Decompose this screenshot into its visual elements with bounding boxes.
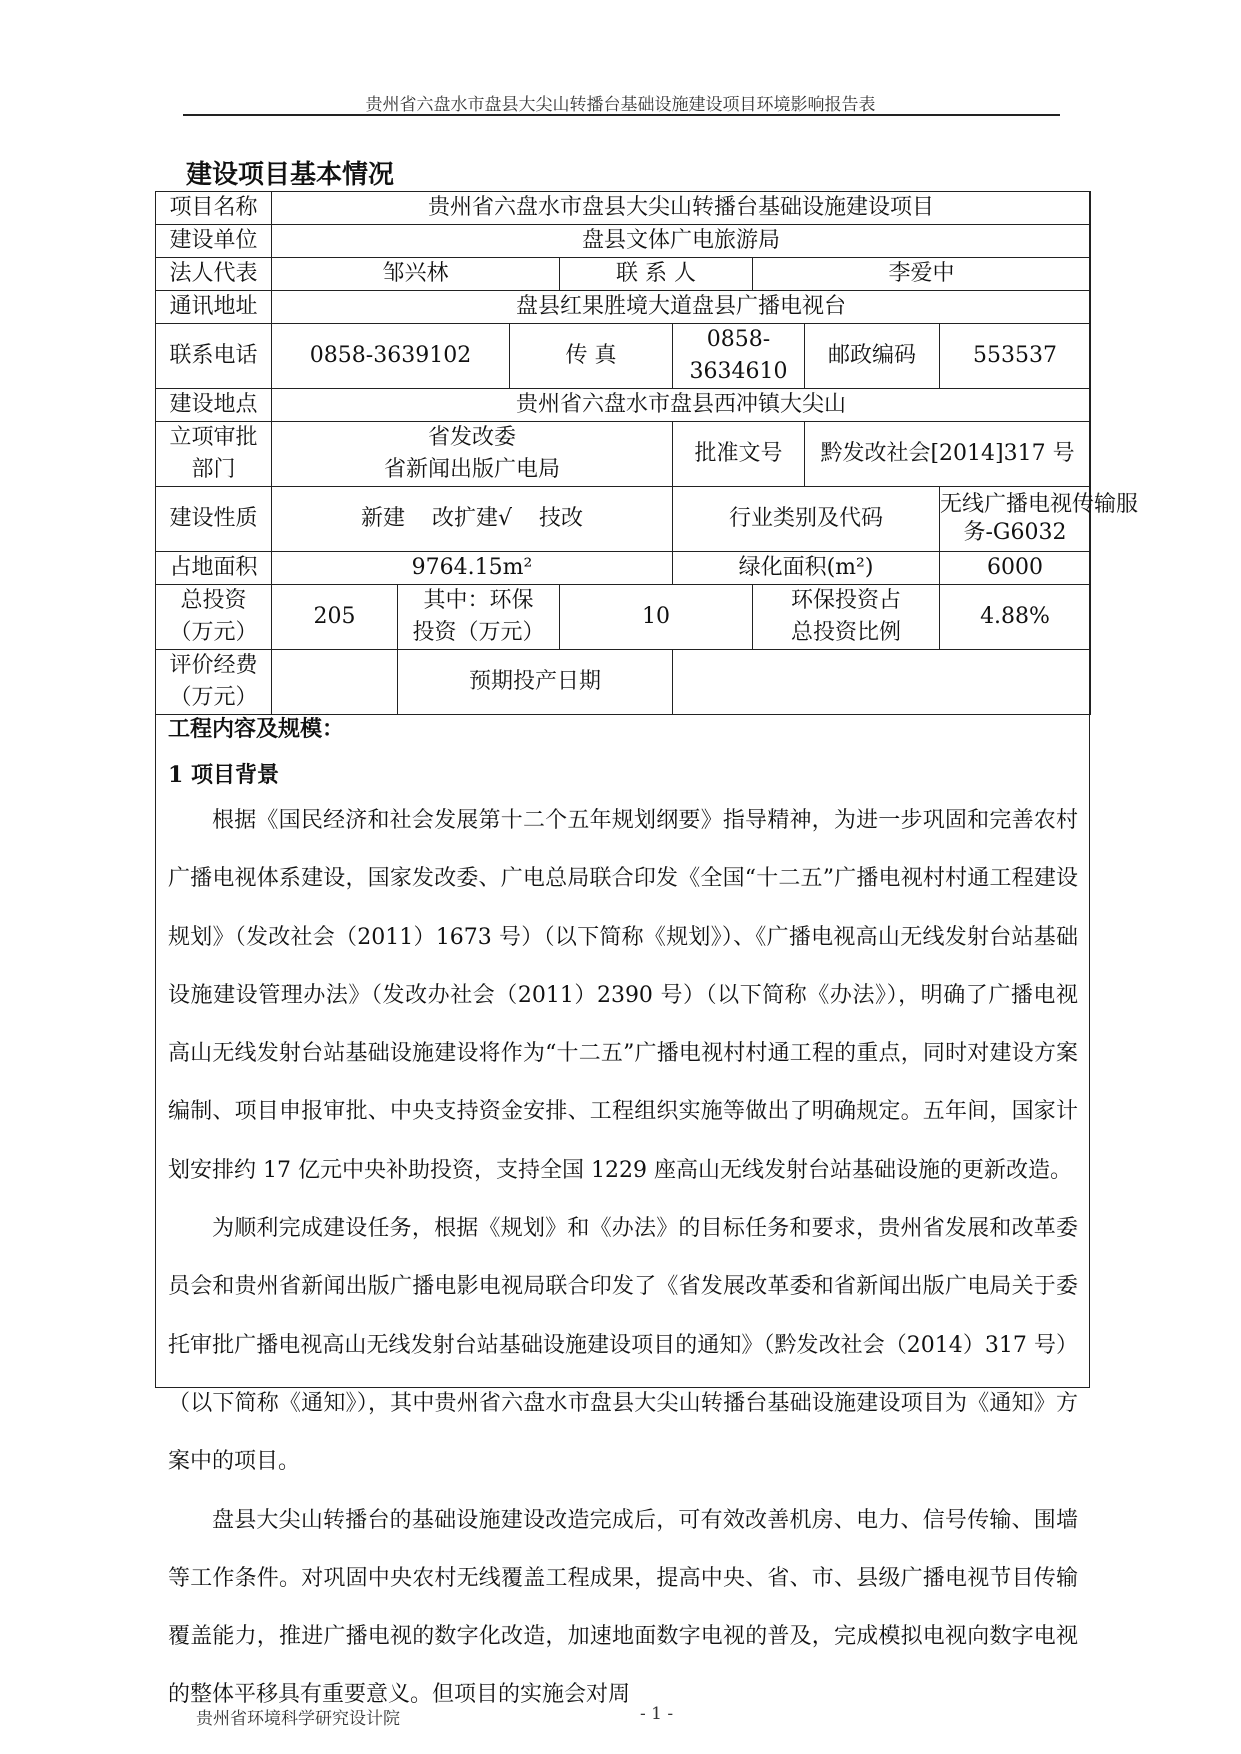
legal-rep-value: 邹兴林 [272, 258, 560, 291]
env-invest-value: 10 [560, 585, 753, 650]
page-header-title: 贵州省六盘水市盘县大尖山转播台基础设施建设项目环境影响报告表 [365, 95, 876, 115]
approval-no-value: 黔发改社会[2014]317 号 [805, 422, 1091, 487]
eval-fee-label: 评价经费 （万元） [156, 650, 272, 715]
total-invest-label: 总投资 （万元） [156, 585, 272, 650]
area-value: 9764.15m² [272, 552, 673, 585]
industry-value: 无线广播电视传输服 务-G6032 [940, 487, 1091, 552]
legal-rep-label: 法人代表 [156, 258, 272, 291]
phone-label: 联系电话 [156, 324, 272, 389]
body-text [168, 792, 1078, 1725]
total-invest-value: 205 [272, 585, 398, 650]
address-label: 通讯地址 [156, 291, 272, 324]
table-row [156, 258, 1091, 291]
section-title: 建设项目基本情况 [186, 160, 395, 190]
green-area-label: 绿化面积(m²) [673, 552, 940, 585]
footer-institute: 贵州省环境科学研究设计院 [196, 1709, 400, 1729]
header-divider [183, 114, 1060, 116]
page-number: - 1 - [640, 1704, 674, 1724]
builder-label: 建设单位 [156, 225, 272, 258]
nature-value: 新建 改扩建√ 技改 [272, 487, 673, 552]
postcode-label: 邮政编码 [805, 324, 940, 389]
production-date-value [673, 650, 1091, 715]
approval-dept-value: 省发改委 省新闻出版广电局 [272, 422, 673, 487]
env-invest-label: 其中：环保 投资（万元） [398, 585, 560, 650]
table-row [156, 291, 1091, 324]
table-row [156, 650, 1091, 715]
address-value: 盘县红果胜境大道盘县广播电视台 [272, 291, 1091, 324]
invest-ratio-label: 环保投资占 总投资比例 [753, 585, 940, 650]
table-row [156, 585, 1091, 650]
project-name-label: 项目名称 [156, 192, 272, 225]
paragraph: 盘县大尖山转播台的基础设施建设改造完成后，可有效改善机房、电力、信号传输、围墙等工作条件。对巩固中央农村无线覆盖工程成果，提高中央、省、市、县级广播电视节目传输覆盖能力，推进广播电视的数字化改造，加速地面数字电视的普及，完成模拟电视向数字电视的整体平移具有重要意义。但项目的实施会对周 [168, 1507, 1078, 1708]
contact-value: 李爱中 [753, 258, 1091, 291]
table-row [156, 389, 1091, 422]
nature-label: 建设性质 [156, 487, 272, 552]
project-name-value: 贵州省六盘水市盘县大尖山转播台基础设施建设项目 [272, 192, 1091, 225]
green-area-value: 6000 [940, 552, 1091, 585]
table-row [156, 422, 1091, 487]
table-row [156, 225, 1091, 258]
production-date-label: 预期投产日期 [398, 650, 673, 715]
paragraph: 为顺利完成建设任务，根据《规划》和《办法》的目标任务和要求，贵州省发展和改革委员会和贵州省新闻出版广播电影电视局联合印发了《省发展改革委和省新闻出版广电局关于委托审批广播电视高山无线发射台站基础设施建设项目的通知》（黔发改社会（2014）317 号）（以下简称《通知》），其中贵州省六盘水市盘县大尖山转播台基础设施建设项目为《通知》方案中的项目。 [168, 1216, 1078, 1475]
table-row [156, 192, 1091, 225]
phone-value: 0858-3639102 [272, 324, 510, 389]
contact-label: 联 系 人 [560, 258, 753, 291]
builder-value: 盘县文体广电旅游局 [272, 225, 1091, 258]
approval-dept-label: 立项审批 部门 [156, 422, 272, 487]
invest-ratio-value: 4.88% [940, 585, 1091, 650]
paragraph: 根据《国民经济和社会发展第十二个五年规划纲要》指导精神，为进一步巩固和完善农村广播电视体系建设，国家发改委、广电总局联合印发《全国“十二五”广播电视村村通工程建设规划》（发改社会（2011）1673 号）（以下简称《规划》）、《广播电视高山无线发射台站基础设施建设管理办法》（发改办社会（2011）2390 号）（以下简称《办法》），明确了广播电视高山无线发射台站基础设施建设将作为“十二五”广播电视村村通工程的重点，同时对建设方案编制、项目申报审批、中央支持资金安排、工程组织实施等做出了明确规定。五年间，国家计划安排约 17 亿元中央补助投资，支持全国 1229 座高山无线发射台站基础设施的更新改造。 [168, 808, 1078, 1183]
industry-label: 行业类别及代码 [673, 487, 940, 552]
fax-label: 传 真 [510, 324, 673, 389]
site-label: 建设地点 [156, 389, 272, 422]
site-value: 贵州省六盘水市盘县西冲镇大尖山 [272, 389, 1091, 422]
fax-value: 0858-3634610 [673, 324, 805, 389]
section-1-heading: 1 项目背景 [168, 762, 279, 788]
project-info-table [155, 191, 1139, 715]
postcode-value: 553537 [940, 324, 1091, 389]
approval-no-label: 批准文号 [673, 422, 805, 487]
table-row [156, 487, 1091, 552]
content-heading: 工程内容及规模： [168, 716, 345, 742]
table-row [156, 324, 1091, 389]
eval-fee-value [272, 650, 398, 715]
table-row [156, 552, 1091, 585]
area-label: 占地面积 [156, 552, 272, 585]
